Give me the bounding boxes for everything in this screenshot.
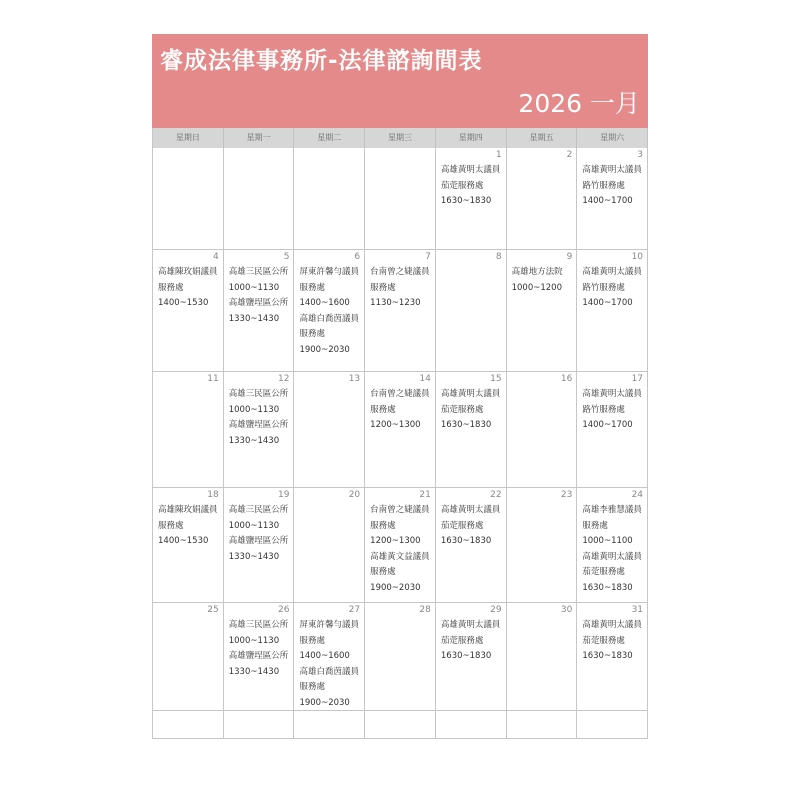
- week-row: [153, 148, 648, 250]
- weekday-label: 星期日: [153, 128, 224, 148]
- day-cell: [153, 711, 224, 738]
- day-cell: [294, 148, 365, 249]
- day-number: 5: [283, 252, 290, 262]
- day-cell: [577, 250, 648, 371]
- week-row: [153, 372, 648, 488]
- day-number: 4: [212, 252, 219, 262]
- event-text: 台南曾之婕議員: [370, 267, 430, 277]
- event-text: 路竹服務處: [582, 282, 625, 293]
- event-text: 高雄鹽埕區公所: [228, 651, 289, 661]
- day-cell: [294, 488, 365, 602]
- day-cell: [153, 250, 224, 371]
- event-text: 台南曾之婕議員: [370, 505, 430, 515]
- day-cell: [365, 372, 436, 487]
- day-cell: [436, 603, 507, 710]
- event-text: 1400~1530: [158, 298, 209, 308]
- day-cell: [577, 711, 648, 738]
- event-text: 1900~2030: [370, 582, 421, 593]
- day-number: 12: [277, 374, 290, 384]
- event-text: 1330~1430: [228, 313, 280, 324]
- event-text: 1000~1100: [582, 536, 633, 546]
- event-text: 高雄黃明太議員: [582, 165, 642, 175]
- event-text: 屏東許馨勻議員: [299, 620, 359, 630]
- event-text: 1000~1130: [228, 282, 280, 293]
- event-text: 1630~1830: [440, 420, 492, 430]
- event-text: 高雄地方法院: [511, 267, 563, 277]
- event-text: 1200~1300: [370, 420, 421, 430]
- event-text: 高雄黃明太議員: [440, 389, 501, 399]
- event-text: 1400~1530: [158, 536, 209, 546]
- day-number: 13: [348, 374, 361, 384]
- event-text: 服務處: [299, 329, 325, 339]
- event-text: 1400~1700: [582, 420, 633, 430]
- event-text: 高雄陳玫娟議員: [158, 505, 218, 515]
- event-text: 1000~1130: [228, 520, 280, 531]
- day-number: 2: [566, 150, 573, 160]
- event-text: 1330~1430: [228, 551, 280, 562]
- event-text: 高雄鹽埕區公所: [228, 536, 289, 546]
- event-text: 1630~1830: [582, 582, 633, 593]
- event-text: 路竹服務處: [582, 404, 625, 415]
- day-cell: [224, 488, 295, 602]
- day-cell: [507, 711, 578, 738]
- day-cell: [224, 148, 295, 249]
- day-number: 11: [207, 374, 219, 384]
- day-cell: [365, 488, 436, 602]
- weekday-label: 星期一: [224, 128, 295, 148]
- day-number: 3: [637, 150, 644, 160]
- week-row: [153, 250, 648, 372]
- calendar-header: [152, 34, 648, 128]
- day-cell: [294, 603, 365, 710]
- weekday-label: 星期三: [365, 128, 436, 148]
- day-cell: [365, 603, 436, 710]
- day-cell: [365, 148, 436, 249]
- day-cell: [224, 603, 295, 710]
- event-text: 高雄鹽埕區公所: [228, 298, 289, 308]
- calendar-title: 睿成法律事務所-法律諮詢間表: [160, 48, 483, 74]
- event-text: 茄萣服務處: [440, 180, 484, 191]
- event-text: 1630~1830: [440, 651, 492, 661]
- day-number: 1: [495, 150, 502, 160]
- event-text: 高雄陳玫娟議員: [158, 267, 218, 277]
- day-number: 24: [631, 490, 644, 500]
- event-text: 1400~1600: [299, 651, 350, 661]
- day-number: 29: [490, 605, 502, 615]
- event-text: 茄萣服務處: [440, 404, 484, 415]
- weekday-label: 星期四: [436, 128, 507, 148]
- event-text: 茄萣服務處: [582, 635, 625, 646]
- event-text: 1330~1430: [228, 666, 280, 677]
- event-text: 1130~1230: [370, 298, 421, 308]
- weekday-label: 星期二: [294, 128, 365, 148]
- day-number: 20: [348, 490, 361, 500]
- event-text: 高雄三民區公所: [228, 620, 289, 630]
- day-cell: [153, 603, 224, 710]
- day-number: 23: [560, 490, 573, 500]
- event-text: 高雄李雅慧議員: [582, 505, 642, 515]
- day-number: 15: [490, 374, 502, 384]
- day-number: 31: [631, 605, 644, 615]
- day-cell: [507, 148, 578, 249]
- day-cell: [224, 372, 295, 487]
- event-text: 高雄三民區公所: [228, 389, 289, 399]
- day-cell: [577, 603, 648, 710]
- event-text: 高雄黃明太議員: [440, 505, 501, 515]
- event-text: 1200~1300: [370, 536, 421, 546]
- event-text: 高雄黃明太議員: [440, 165, 501, 175]
- event-text: 台南曾之婕議員: [370, 389, 430, 399]
- calendar-sheet: [152, 34, 648, 739]
- day-cell: [577, 372, 648, 487]
- event-text: 服務處: [299, 682, 325, 692]
- day-cell: [436, 372, 507, 487]
- event-text: 1630~1830: [440, 536, 492, 546]
- day-cell: [507, 250, 578, 371]
- event-text: 1400~1700: [582, 196, 633, 206]
- event-text: 服務處: [158, 520, 184, 531]
- event-text: 1000~1130: [228, 404, 280, 415]
- day-number: 6: [354, 252, 361, 262]
- day-cell: [224, 711, 295, 738]
- day-cell: [436, 711, 507, 738]
- day-number: 18: [207, 490, 219, 500]
- day-number: 8: [495, 252, 502, 262]
- event-text: 高雄三民區公所: [228, 267, 289, 277]
- day-number: 25: [207, 605, 219, 615]
- day-number: 27: [348, 605, 361, 615]
- day-number: 16: [560, 374, 573, 384]
- day-number: 9: [566, 252, 573, 262]
- day-number: 28: [419, 605, 431, 615]
- event-text: 1400~1600: [299, 298, 350, 308]
- event-text: 茄萣服務處: [440, 635, 484, 646]
- event-text: 1900~2030: [299, 344, 350, 355]
- event-text: 1000~1130: [228, 635, 280, 646]
- week-row: [153, 603, 648, 711]
- event-text: 高雄黃明太議員: [582, 389, 642, 399]
- event-text: 服務處: [370, 567, 396, 577]
- day-number: 10: [631, 252, 644, 262]
- event-text: 高雄白喬茵議員: [299, 666, 359, 677]
- day-number: 17: [631, 374, 644, 384]
- day-number: 22: [490, 490, 502, 500]
- event-text: 高雄白喬茵議員: [299, 313, 359, 324]
- day-cell: [507, 488, 578, 602]
- day-cell: [507, 372, 578, 487]
- event-text: 1630~1830: [582, 651, 633, 661]
- event-text: 茄萣服務處: [582, 567, 625, 577]
- event-text: 服務處: [582, 520, 608, 531]
- day-cell: [436, 250, 507, 371]
- day-cell: [577, 488, 648, 602]
- event-text: 服務處: [370, 282, 396, 293]
- weekday-label: 星期六: [577, 128, 648, 148]
- week-row: [153, 711, 648, 739]
- day-cell: [365, 711, 436, 738]
- day-cell: [436, 488, 507, 602]
- event-text: 屏東許馨勻議員: [299, 267, 359, 277]
- weekday-header-row: [153, 128, 648, 148]
- day-number: 19: [277, 490, 290, 500]
- event-text: 1630~1830: [440, 196, 492, 206]
- day-cell: [153, 148, 224, 249]
- event-text: 1000~1200: [511, 282, 562, 293]
- day-cell: [507, 603, 578, 710]
- week-row: [153, 488, 648, 603]
- day-number: 30: [560, 605, 573, 615]
- event-text: 服務處: [370, 404, 396, 415]
- event-text: 路竹服務處: [582, 180, 625, 191]
- day-cell: [294, 711, 365, 738]
- day-number: 14: [419, 374, 431, 384]
- day-number: 21: [419, 490, 431, 500]
- day-cell: [224, 250, 295, 371]
- day-number: 7: [425, 252, 431, 262]
- event-text: 高雄三民區公所: [228, 505, 289, 515]
- event-text: 高雄黃明太議員: [582, 267, 642, 277]
- calendar-month: 2026 一月: [518, 89, 640, 118]
- event-text: 高雄黃明太議員: [440, 620, 501, 630]
- day-cell: [153, 372, 224, 487]
- day-number: 26: [277, 605, 290, 615]
- event-text: 服務處: [299, 635, 325, 646]
- day-cell: [294, 372, 365, 487]
- event-text: 高雄黃明太議員: [582, 620, 642, 630]
- weekday-label: 星期五: [507, 128, 578, 148]
- calendar-grid: [152, 128, 648, 739]
- event-text: 服務處: [158, 282, 184, 293]
- day-cell: [294, 250, 365, 371]
- day-cell: [577, 148, 648, 249]
- event-text: 高雄黃文益議員: [370, 551, 430, 562]
- day-cell: [436, 148, 507, 249]
- event-text: 茄萣服務處: [440, 520, 484, 531]
- event-text: 1900~2030: [299, 697, 350, 708]
- event-text: 服務處: [370, 520, 396, 531]
- day-cell: [153, 488, 224, 602]
- event-text: 高雄黃明太議員: [582, 551, 642, 562]
- event-text: 1330~1430: [228, 435, 280, 446]
- day-cell: [365, 250, 436, 371]
- event-text: 高雄鹽埕區公所: [228, 420, 289, 430]
- event-text: 1400~1700: [582, 298, 633, 308]
- event-text: 服務處: [299, 282, 325, 293]
